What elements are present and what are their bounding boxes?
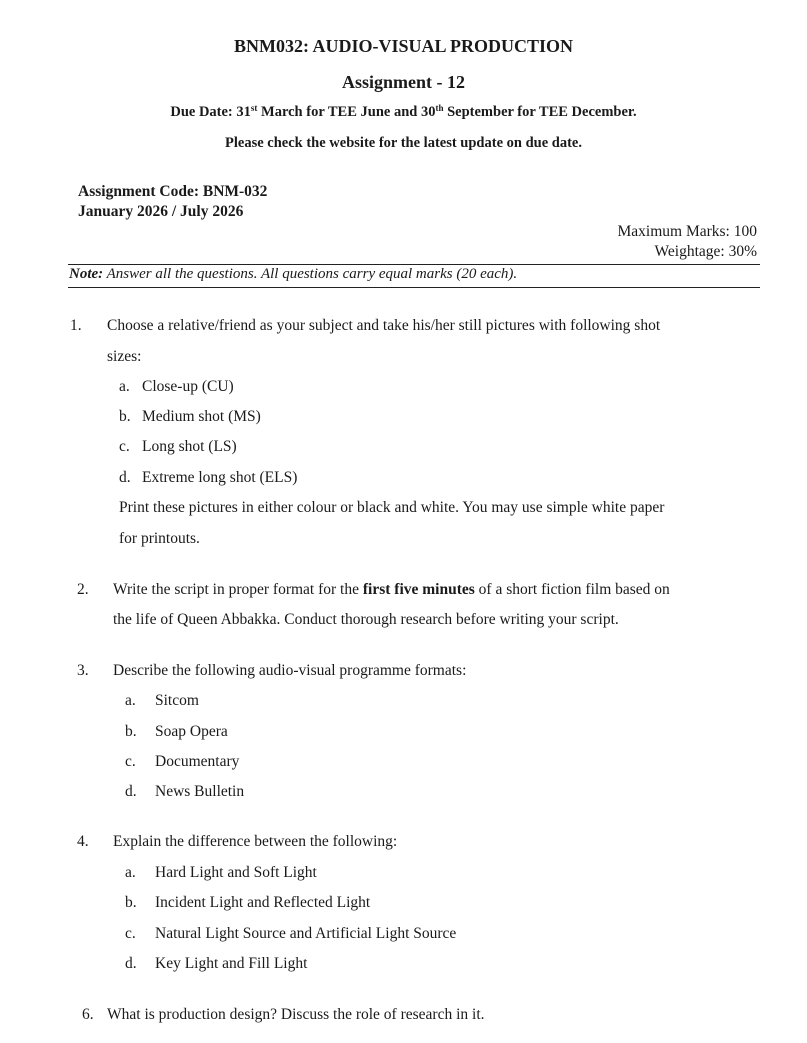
weightage: Weightage: 30% xyxy=(654,243,757,260)
question-3-item-text: Soap Opera xyxy=(155,723,228,740)
question-3-item-label: a. xyxy=(125,692,136,709)
question-1-line-2: sizes: xyxy=(107,348,142,365)
question-2-line-2: the life of Queen Abbakka. Conduct thorough research before writing your script. xyxy=(113,611,619,628)
question-4-number: 4. xyxy=(77,833,89,850)
session-label: January 2026 / July 2026 xyxy=(78,203,244,220)
question-4-text: Explain the difference between the following: xyxy=(113,833,398,850)
note-line xyxy=(69,266,517,283)
question-1-line-1: Choose a relative/friend as your subject and take his/her still pictures with following shot xyxy=(107,317,661,334)
question-6-number: 6. xyxy=(82,1006,94,1023)
question-4-item-text: Hard Light and Soft Light xyxy=(155,864,317,881)
assignment-code: Assignment Code: BNM-032 xyxy=(78,183,268,200)
question-1-number: 1. xyxy=(70,317,82,334)
question-2-number: 2. xyxy=(77,581,89,598)
question-4-item-label: a. xyxy=(125,864,136,881)
question-1-item-text: Close-up (CU) xyxy=(142,378,234,395)
question-4-item-label: c. xyxy=(125,925,136,942)
question-2-line-1: Write the script in proper format for the first five minutes of a short fiction film based on xyxy=(113,581,670,598)
assignment-title: Assignment - 12 xyxy=(341,72,465,92)
question-1-item-label: d. xyxy=(119,469,131,486)
question-1-item-label: a. xyxy=(119,378,130,395)
question-1-item-text: Medium shot (MS) xyxy=(142,408,261,425)
note-top-rule xyxy=(68,264,760,265)
check-website-notice: Please check the website for the latest update on due date. xyxy=(225,135,582,151)
question-4-item-text: Natural Light Source and Artificial Light Source xyxy=(155,925,457,942)
question-3-item-label: c. xyxy=(125,753,136,770)
emphasis-text: first five minutes xyxy=(362,581,475,598)
question-1-item-label: c. xyxy=(119,438,130,455)
question-3-item-text: Documentary xyxy=(155,753,240,770)
question-3-text: Describe the following audio-visual programme formats: xyxy=(113,662,467,679)
question-4-item-label: b. xyxy=(125,894,137,911)
question-1-item-label: b. xyxy=(119,408,131,425)
question-3-item-text: News Bulletin xyxy=(155,783,245,800)
question-1-item-text: Long shot (LS) xyxy=(142,438,237,455)
question-1-after-line-1: Print these pictures in either colour or black and white. You may use simple white paper xyxy=(119,499,665,516)
note-text: Answer all the questions. All questions carry equal marks (20 each). xyxy=(103,266,518,282)
maximum-marks: Maximum Marks: 100 xyxy=(617,223,757,240)
question-3-number: 3. xyxy=(77,662,89,679)
note-label: Note: xyxy=(69,266,104,282)
question-3-item-label: d. xyxy=(125,783,137,800)
question-4-item-text: Incident Light and Reflected Light xyxy=(155,894,371,911)
question-4-item-label: d. xyxy=(125,955,137,972)
note-bottom-rule xyxy=(68,287,760,288)
question-1-after-line-2: for printouts. xyxy=(119,530,200,547)
question-1-item-text: Extreme long shot (ELS) xyxy=(142,469,298,486)
question-4-item-text: Key Light and Fill Light xyxy=(155,955,308,972)
question-3-item-text: Sitcom xyxy=(155,692,199,709)
question-3-item-label: b. xyxy=(125,723,137,740)
question-6-text: What is production design? Discuss the role of research in it. xyxy=(107,1006,485,1023)
due-date-line: Due Date: 31st March for TEE June and 30th September for TEE December. xyxy=(170,103,637,120)
course-title: BNM032: AUDIO-VISUAL PRODUCTION xyxy=(233,36,574,56)
